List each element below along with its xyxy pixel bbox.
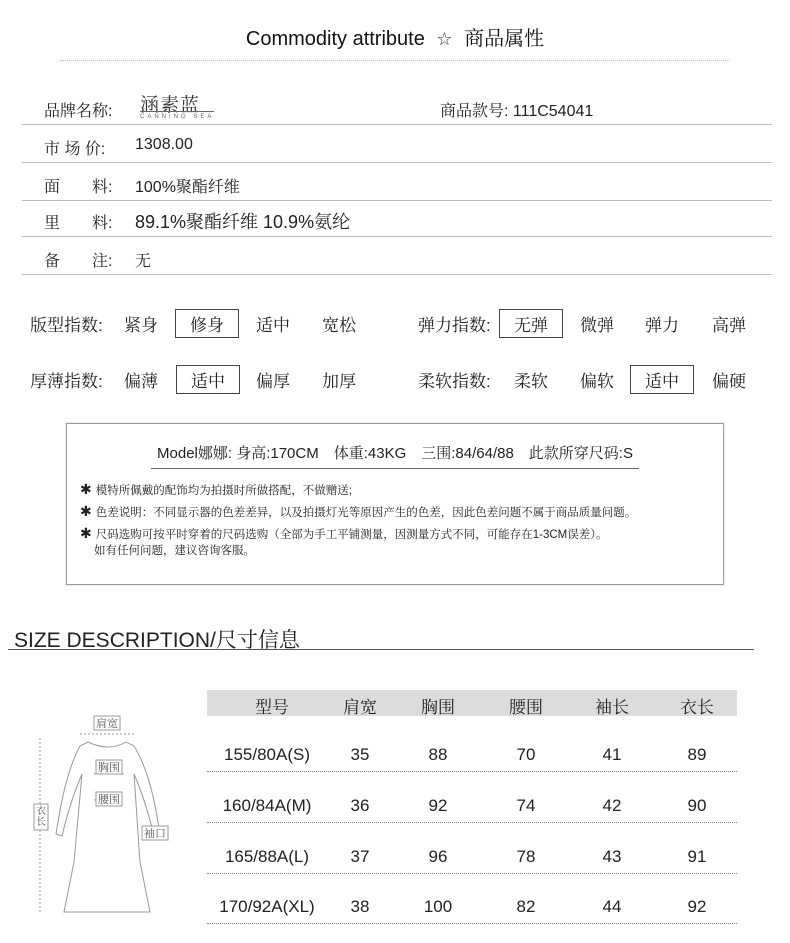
lining-label: 里 料: — [44, 215, 113, 232]
attr-row-fabric — [22, 164, 772, 201]
size-cell-value: 41 — [602, 745, 622, 764]
size-cell-value: 100 — [423, 897, 453, 916]
lining-value: 89.1%聚酯纤维 10.9%氨纶 — [135, 212, 351, 232]
asterisk-icon: ✱ — [80, 525, 92, 541]
stretch-option-selected: 无弹 — [499, 309, 563, 338]
note-item: ✱ 模特所佩戴的配饰均为拍摄时所做搭配，不做赠送; — [80, 481, 352, 497]
thickness-option: 加厚 — [322, 372, 356, 391]
row-separator — [207, 923, 737, 924]
col-header: 腰围 — [509, 698, 543, 717]
size-title: SIZE DESCRIPTION/尺寸信息 — [14, 629, 300, 652]
model-info: Model娜娜: 身高:170CM 体重:43KG 三围:84/64/88 此款所穿尺码:S — [0, 442, 790, 463]
thickness-option: 偏薄 — [124, 372, 158, 391]
fit-index-label: 版型指数: — [30, 316, 103, 335]
fit-option: 紧身 — [124, 316, 158, 335]
fabric-label: 面 料: — [44, 179, 113, 196]
softness-option: 柔软 — [514, 372, 548, 391]
size-cell-value: 37 — [350, 847, 370, 866]
size-cell-value: 43 — [602, 847, 622, 866]
stretch-option: 弹力 — [645, 316, 679, 335]
softness-option: 偏硬 — [712, 372, 746, 391]
attr-row-remark — [22, 238, 772, 275]
row-separator — [207, 822, 737, 823]
stretch-option: 微弹 — [580, 316, 614, 335]
price-value: 1308.00 — [135, 136, 193, 153]
size-cell-value: 36 — [350, 796, 370, 815]
size-cell-value: 42 — [602, 796, 622, 815]
brand-label: 品牌名称: — [44, 103, 113, 120]
size-cell-value: 89 — [687, 745, 707, 764]
col-header: 肩宽 — [343, 698, 377, 717]
size-cell-value: 91 — [687, 847, 707, 866]
divider — [60, 60, 730, 61]
size-cell-value: 92 — [428, 796, 448, 815]
size-cell-value: 70 — [516, 745, 536, 764]
title-en: Commodity attribute — [245, 28, 425, 50]
stretch-index-label: 弹力指数: — [418, 316, 491, 335]
fabric-value: 100%聚酯纤维 — [135, 179, 240, 196]
size-cell-value: 74 — [516, 796, 536, 815]
note-extra: 如有任何问题，建议咨询客服。 — [94, 545, 255, 557]
col-header: 型号 — [255, 698, 289, 717]
thickness-option-selected: 适中 — [176, 365, 240, 394]
softness-option: 偏软 — [580, 372, 614, 391]
size-cell-value: 90 — [687, 796, 707, 815]
style-no-value: 111C54041 — [512, 103, 594, 120]
softness-option-selected: 适中 — [630, 365, 694, 394]
row-separator — [207, 873, 737, 874]
size-table-header — [207, 690, 737, 716]
size-cell-value: 96 — [428, 847, 448, 866]
size-cell-value: 92 — [687, 897, 707, 916]
asterisk-icon: ✱ — [80, 503, 92, 519]
price-label: 市 场 价: — [44, 141, 106, 158]
remark-value: 无 — [135, 253, 152, 270]
fit-option: 适中 — [256, 316, 290, 335]
fit-option: 宽松 — [322, 316, 356, 335]
size-cell-model: 155/80A(S) — [224, 745, 310, 764]
title-cn: 商品属性 — [464, 28, 545, 50]
size-cell-value: 78 — [516, 847, 536, 866]
remark-label: 备 注: — [44, 253, 113, 270]
attr-row-price — [22, 126, 772, 163]
thickness-index-label: 厚薄指数: — [30, 372, 103, 391]
cuff-label: 袖口 — [144, 828, 166, 840]
size-cell-model: 160/84A(M) — [222, 796, 312, 815]
thickness-option: 偏厚 — [256, 372, 290, 391]
asterisk-icon: ✱ — [80, 481, 92, 497]
size-cell-value: 44 — [602, 897, 622, 916]
row-separator — [207, 771, 737, 772]
col-header: 衣长 — [680, 698, 714, 717]
note-item: ✱ 色差说明：不同显示器的色差差异，以及拍摄灯光等原因产生的色差，因此色差问题不属于商品质量问题。 — [80, 503, 637, 519]
chest-label: 胸围 — [98, 762, 120, 774]
attr-row-brand — [22, 88, 772, 125]
length-label: 衣长 — [36, 806, 46, 828]
note-item: ✱ 尺码选购可按平时穿着的尺码选购（全部为手工平铺测量，因测量方式不同，可能存在1-3CM误差）。 — [80, 525, 608, 541]
col-header: 胸围 — [421, 698, 455, 717]
style-no-label: 商品款号: 111C54041 — [440, 103, 594, 120]
attr-row-lining — [22, 200, 772, 237]
size-cell-model: 170/92A(XL) — [219, 897, 315, 916]
size-cell-value: 38 — [350, 897, 370, 916]
page-title — [0, 22, 790, 51]
size-cell-value: 82 — [516, 897, 536, 916]
size-cell-model: 165/88A(L) — [224, 847, 310, 866]
fit-option-selected: 修身 — [175, 309, 239, 338]
brand-logo: 涵素蓝 CANNING SEA — [140, 95, 215, 120]
waist-label: 腰围 — [98, 794, 120, 806]
divider — [8, 649, 754, 650]
size-cell-value: 35 — [350, 745, 370, 764]
col-header: 袖长 — [595, 698, 629, 717]
star-icon: ☆ — [436, 29, 453, 49]
size-cell-value: 88 — [428, 745, 448, 764]
softness-index-label: 柔软指数: — [418, 372, 491, 391]
shoulder-label: 肩宽 — [96, 718, 118, 730]
stretch-option: 高弹 — [712, 316, 746, 335]
